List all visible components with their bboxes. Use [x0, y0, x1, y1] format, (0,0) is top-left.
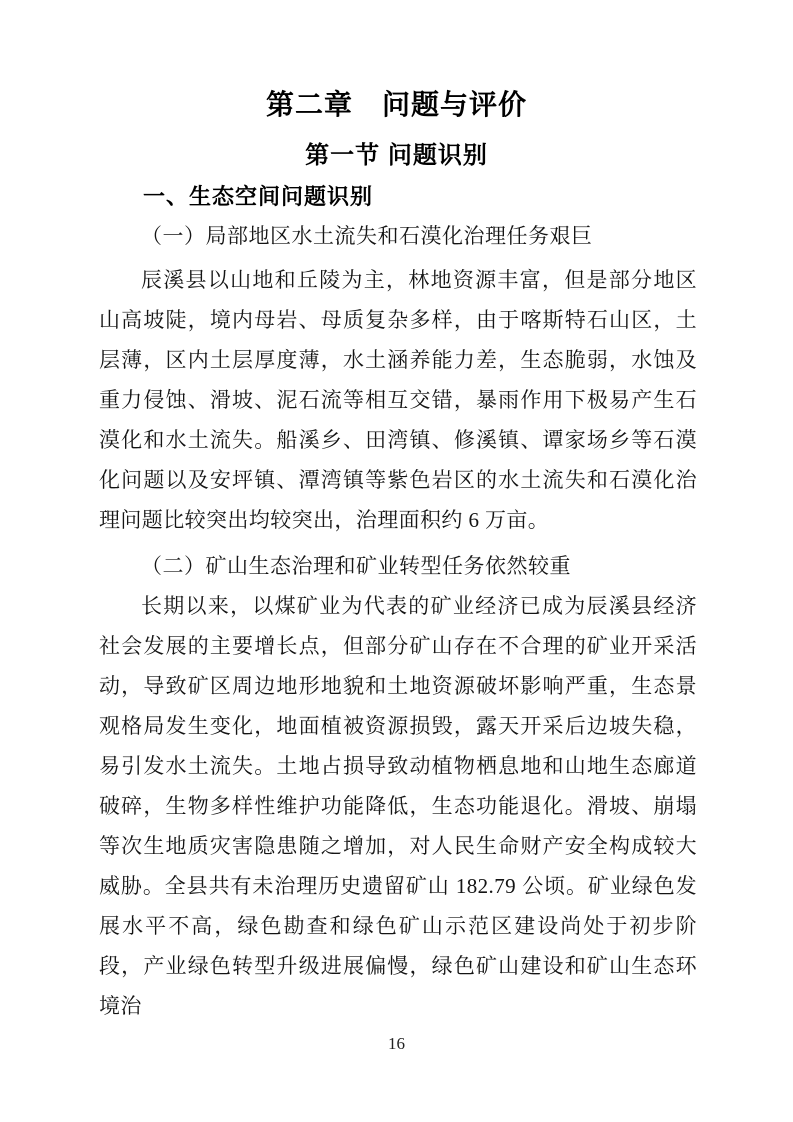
heading-ecological-space-problems: 一、生态空间问题识别: [143, 184, 374, 209]
subheading-soil-erosion-rocky-desertification: （一）局部地区水土流失和石漠化治理任务艰巨: [141, 224, 593, 248]
page-number: 16: [388, 1034, 405, 1053]
subheading-mine-ecological-governance: （二）矿山生态治理和矿业转型任务依然较重: [141, 554, 571, 578]
paragraph-soil-erosion: 辰溪县以山地和丘陵为主，林地资源丰富，但是部分地区山高坡陡，境内母岩、母质复杂多样，由于喀斯特石山区，土层薄，区内土层厚度薄，水土涵养能力差，生态脆弱，水蚀及重力侵蚀、滑坡、泥石流等相互交错，暴雨作用下极易产生石漠化和水土流失。船溪乡、田湾镇、修溪镇、谭家场乡等石漠化问题以及安坪镇、潭湾镇等紫色岩区的水土流失和石漠化治理问题比较突出均较突出，治理面积约 6 万亩。: [99, 268, 697, 532]
paragraph-mining-economy: 长期以来，以煤矿业为代表的矿业经济已成为辰溪县经济社会发展的主要增长点，但部分矿山存在不合理的矿业开采活动，导致矿区周边地形地貌和土地资源破坏影响严重，生态景观格局发生变化，地面植被资源损毁，露天开采后边坡失稳，易引发水土流失。土地占损导致动植物栖息地和山地生态廊道破碎，生物多样性维护功能降低，生态功能退化。滑坡、崩塌等次生地质灾害隐患随之增加，对人民生命财产安全构成较大威胁。全县共有未治理历史遗留矿山 182.79 公顷。矿业绿色发展水平不高，绿色勘查和绿色矿山示范区建设尚处于初步阶段，产业绿色转型升级进展偏慢，绿色矿山建设和矿山生态环境治: [99, 594, 697, 1018]
section-title: 第一节 问题识别: [305, 142, 488, 169]
chapter-title: 第二章 问题与评价: [265, 89, 527, 120]
